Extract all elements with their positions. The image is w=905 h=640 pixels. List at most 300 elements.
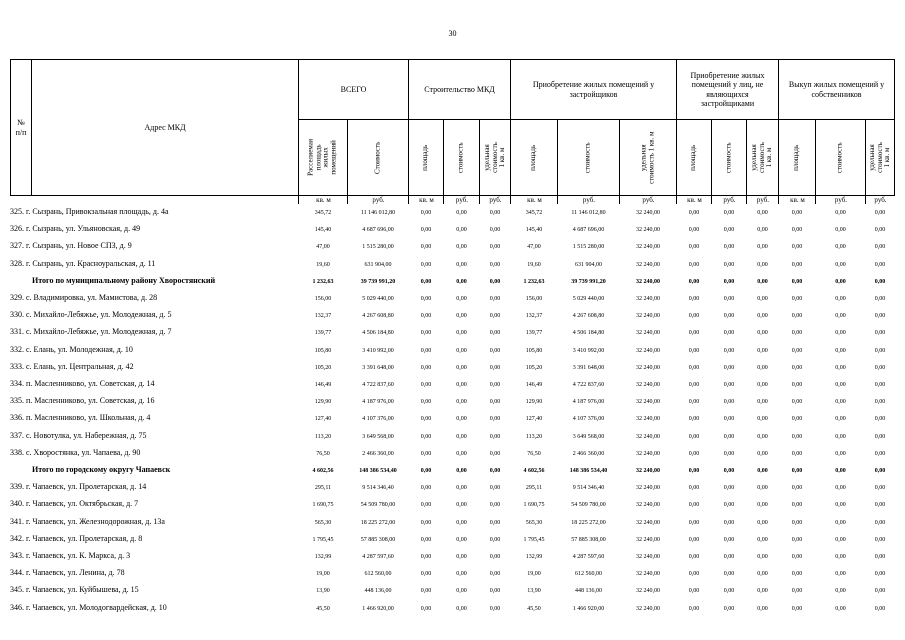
row-value: 0,00 <box>791 244 803 251</box>
row-value: 0,00 <box>835 330 846 337</box>
row-value: 0,00 <box>688 244 700 251</box>
table-row <box>10 602 895 614</box>
row-value: 0,00 <box>489 347 501 354</box>
row-value: 0,00 <box>874 278 886 285</box>
row-address: 329. с. Владимировка, ул. Мамистова, д. 28 <box>10 293 158 302</box>
row-value: 105,20 <box>525 364 543 371</box>
row-value: 0,00 <box>874 536 886 543</box>
row-value: 0,00 <box>835 536 846 543</box>
unit-label: руб. <box>619 196 677 204</box>
table-row <box>10 430 895 442</box>
row-value: 0,00 <box>835 261 846 268</box>
row-value: 0,00 <box>723 519 735 526</box>
row-value: 0,00 <box>688 382 700 388</box>
row-value: 0,00 <box>489 296 501 302</box>
row-value: 345,72 <box>525 210 543 216</box>
unit-label: руб. <box>865 196 895 204</box>
row-address: 339. г. Чапаевск, ул. Пролетарская, д. 14 <box>10 482 147 492</box>
header-group-construction: Строительство МКД <box>408 59 511 120</box>
row-value: 0,00 <box>791 382 803 388</box>
table-row <box>10 516 895 528</box>
row-value: 0,00 <box>835 244 846 251</box>
row-address: 334. п. Масленниково, ул. Советская, д. 14 <box>10 379 155 388</box>
row-value: 0,00 <box>757 554 768 560</box>
row-value: 0,00 <box>874 244 886 251</box>
row-value: 0,00 <box>456 244 467 251</box>
row-value: 4 602,56 <box>523 468 545 474</box>
row-value: 3 391 648,00 <box>362 364 394 371</box>
row-value: 295,11 <box>525 485 543 492</box>
row-value: 4 267 608,80 <box>362 313 394 320</box>
row-value: 0,00 <box>688 296 700 302</box>
row-value: 4 602,56 <box>312 468 334 474</box>
subheader-construction-cost: стоимость <box>443 119 480 196</box>
row-value: 1 690,75 <box>523 502 545 509</box>
row-value: 45,50 <box>316 605 330 612</box>
row-value: 0,00 <box>757 313 768 320</box>
row-value: 0,00 <box>835 382 846 388</box>
table-header <box>10 59 895 204</box>
unit-label: руб. <box>746 196 779 204</box>
row-value: 0,00 <box>456 554 467 560</box>
unit-label: руб. <box>815 196 866 204</box>
row-value: 0,00 <box>688 502 700 509</box>
row-value: 1 795,45 <box>312 536 334 543</box>
row-value: 0,00 <box>723 278 735 285</box>
row-value: 0,00 <box>874 468 886 474</box>
row-value: 32 240,00 <box>636 347 660 354</box>
row-value: 4 722 837,60 <box>572 382 605 388</box>
row-value: 0,00 <box>874 588 886 595</box>
subheader-buyout-unit-cost: удельная стоимость 1 кв. м <box>865 119 895 196</box>
row-value: 0,00 <box>757 382 768 388</box>
row-value: 0,00 <box>835 364 846 371</box>
row-value: 0,00 <box>420 416 432 423</box>
row-value: 18 225 272,00 <box>571 519 606 526</box>
row-value: 0,00 <box>874 605 886 612</box>
row-value: 0,00 <box>723 347 735 354</box>
row-value: 0,00 <box>420 382 432 388</box>
table-row <box>10 533 895 545</box>
row-value: 0,00 <box>420 571 432 578</box>
row-value: 0,00 <box>757 433 768 440</box>
row-value: 156,00 <box>525 296 543 302</box>
row-value: 145,40 <box>314 227 332 234</box>
row-value: 19,00 <box>316 571 330 578</box>
row-address: 336. п. Масленниково, ул. Школьная, д. 4 <box>10 413 151 423</box>
row-value: 32 240,00 <box>636 296 660 302</box>
row-value: 3 649 568,00 <box>362 433 394 440</box>
row-value: 0,00 <box>835 399 846 406</box>
row-value: 0,00 <box>757 502 768 509</box>
row-value: 4 107 376,00 <box>362 416 394 423</box>
row-value: 0,00 <box>420 468 432 474</box>
row-value: 0,00 <box>489 399 501 406</box>
row-value: 19,00 <box>527 571 541 578</box>
row-value: 0,00 <box>456 485 467 492</box>
row-value: 148 386 534,40 <box>359 468 397 474</box>
row-value: 32 240,00 <box>636 554 660 560</box>
row-value: 0,00 <box>835 433 846 440</box>
row-value: 0,00 <box>420 364 432 371</box>
row-value: 0,00 <box>420 519 432 526</box>
row-value: 0,00 <box>489 536 501 543</box>
row-value: 0,00 <box>688 347 700 354</box>
row-value: 0,00 <box>874 210 886 216</box>
row-value: 139,77 <box>314 330 332 337</box>
row-value: 148 386 534,40 <box>569 468 608 474</box>
row-value: 0,00 <box>456 347 467 354</box>
row-value: 0,00 <box>874 571 886 578</box>
row-value: 0,00 <box>489 330 501 337</box>
row-value: 0,00 <box>420 605 432 612</box>
subheader-acqdev-cost: стоимость <box>557 119 620 196</box>
row-value: 0,00 <box>456 382 467 388</box>
row-value: 0,00 <box>757 210 768 216</box>
unit-label: кв. м <box>778 196 816 204</box>
row-value: 0,00 <box>420 433 432 440</box>
row-value: 0,00 <box>688 605 700 612</box>
row-value: 132,37 <box>314 313 332 320</box>
table-row <box>10 550 895 562</box>
row-value: 0,00 <box>456 210 467 216</box>
row-value: 4 287 597,60 <box>362 554 394 560</box>
table-row <box>10 344 895 356</box>
row-value: 0,00 <box>835 485 846 492</box>
row-value: 0,00 <box>791 588 803 595</box>
row-value: 0,00 <box>456 519 467 526</box>
row-value: 0,00 <box>420 347 432 354</box>
row-value: 0,00 <box>757 485 768 492</box>
row-value: 32 240,00 <box>636 382 660 388</box>
row-value: 156,00 <box>314 296 332 302</box>
subheader-acqother-unit-cost: удельная стоимость 1 кв. м <box>746 119 779 196</box>
row-value: 4 506 184,80 <box>572 330 605 337</box>
row-value: 4 187 976,00 <box>362 399 394 406</box>
row-value: 0,00 <box>791 364 803 371</box>
row-value: 0,00 <box>723 210 735 216</box>
row-value: 45,50 <box>527 605 541 612</box>
table-row <box>10 498 895 510</box>
row-value: 32 240,00 <box>636 261 660 268</box>
row-value: 0,00 <box>420 450 432 457</box>
row-value: 39 739 991,20 <box>571 278 606 285</box>
row-value: 0,00 <box>688 261 700 268</box>
row-value: 105,80 <box>525 347 543 354</box>
row-value: 127,40 <box>525 416 543 423</box>
row-address: 341. г. Чапаевск, ул. Железнодорожная, д. 13а <box>10 516 165 526</box>
row-value: 0,00 <box>420 227 432 234</box>
row-value: 0,00 <box>723 502 735 509</box>
row-value: 1 515 280,00 <box>572 244 605 251</box>
row-value: 0,00 <box>688 571 700 578</box>
row-value: 0,00 <box>723 433 735 440</box>
row-value: 0,00 <box>489 210 501 216</box>
row-value: 0,00 <box>688 519 700 526</box>
row-value: 0,00 <box>874 330 886 337</box>
row-value: 2 466 360,00 <box>572 450 605 457</box>
row-value: 145,40 <box>525 227 543 234</box>
row-value: 0,00 <box>420 261 432 268</box>
unit-label: руб. <box>557 196 620 204</box>
row-value: 0,00 <box>835 588 846 595</box>
row-value: 0,00 <box>874 450 886 457</box>
row-value: 0,00 <box>835 502 846 509</box>
row-value: 18 225 272,00 <box>360 519 396 526</box>
row-address: 335. п. Масленниково, ул. Советская, д. 16 <box>10 396 155 406</box>
row-value: 32 240,00 <box>636 450 660 457</box>
row-value: 4 722 837,60 <box>362 382 394 388</box>
row-value: 0,00 <box>791 502 803 509</box>
header-address: Адрес МКД <box>31 59 299 196</box>
row-value: 129,90 <box>314 399 332 406</box>
row-value: 0,00 <box>791 485 803 492</box>
row-value: 0,00 <box>489 313 501 320</box>
row-value: 57 885 308,00 <box>360 536 396 543</box>
row-value: 0,00 <box>835 278 846 285</box>
row-value: 76,50 <box>316 450 330 457</box>
subheader-construction-unit-cost: удельная стоимость 1 кв. м <box>479 119 511 196</box>
row-value: 146,49 <box>525 382 543 388</box>
table-row <box>10 240 895 252</box>
row-value: 132,99 <box>525 554 543 560</box>
row-value: 0,00 <box>874 416 886 423</box>
subtotal-row <box>10 275 895 287</box>
row-value: 1 690,75 <box>312 502 334 509</box>
row-value: 32 240,00 <box>636 210 660 216</box>
row-value: 0,00 <box>489 261 501 268</box>
row-address: 333. с. Елань, ул. Центральная, д. 42 <box>10 361 134 371</box>
row-value: 0,00 <box>489 605 501 612</box>
row-value: 0,00 <box>874 347 886 354</box>
row-value: 0,00 <box>757 450 768 457</box>
row-value: 0,00 <box>456 502 467 509</box>
unit-label: руб. <box>479 196 511 204</box>
row-value: 0,00 <box>757 571 768 578</box>
row-value: 0,00 <box>874 485 886 492</box>
row-value: 0,00 <box>420 296 432 302</box>
row-address: 344. г. Чапаевск, ул. Ленина, д. 78 <box>10 568 125 578</box>
row-value: 0,00 <box>791 416 803 423</box>
subheader-buyout-area: площадь <box>778 119 816 196</box>
row-value: 0,00 <box>874 399 886 406</box>
row-address: Итого по городскому округу Чапаевск <box>32 465 171 474</box>
row-value: 0,00 <box>456 571 467 578</box>
row-value: 0,00 <box>688 210 700 216</box>
table-row <box>10 223 895 235</box>
row-value: 3 410 992,00 <box>362 347 394 354</box>
row-value: 0,00 <box>835 347 846 354</box>
row-value: 0,00 <box>791 433 803 440</box>
row-value: 0,00 <box>420 244 432 251</box>
row-value: 1 795,45 <box>523 536 545 543</box>
row-value: 0,00 <box>874 364 886 371</box>
row-value: 0,00 <box>874 433 886 440</box>
row-value: 47,00 <box>316 244 330 251</box>
table-row <box>10 412 895 424</box>
row-value: 32 240,00 <box>636 278 660 285</box>
row-value: 0,00 <box>835 227 846 234</box>
row-value: 0,00 <box>420 588 432 595</box>
row-value: 0,00 <box>791 519 803 526</box>
subtotal-row <box>10 464 895 476</box>
row-value: 4 287 597,60 <box>572 554 605 560</box>
row-value: 105,20 <box>314 364 332 371</box>
row-value: 0,00 <box>420 502 432 509</box>
row-value: 0,00 <box>835 416 846 423</box>
row-value: 0,00 <box>723 382 735 388</box>
row-value: 631 904,00 <box>575 261 602 268</box>
row-value: 39 739 991,20 <box>360 278 396 285</box>
row-value: 76,50 <box>527 450 541 457</box>
row-value: 0,00 <box>723 554 735 560</box>
row-value: 113,20 <box>314 433 332 440</box>
row-value: 0,00 <box>456 364 467 371</box>
row-value: 32 240,00 <box>636 227 660 234</box>
row-value: 32 240,00 <box>636 399 660 406</box>
row-value: 0,00 <box>489 519 501 526</box>
row-value: 0,00 <box>420 330 432 337</box>
row-value: 0,00 <box>791 571 803 578</box>
row-value: 127,40 <box>314 416 332 423</box>
row-value: 0,00 <box>757 347 768 354</box>
row-value: 0,00 <box>835 313 846 320</box>
row-value: 0,00 <box>874 296 886 302</box>
row-value: 0,00 <box>456 536 467 543</box>
row-value: 0,00 <box>489 554 501 560</box>
row-value: 0,00 <box>489 278 501 285</box>
row-value: 0,00 <box>723 296 735 302</box>
table-row <box>10 481 895 493</box>
table-row <box>10 447 895 459</box>
row-value: 1 232,63 <box>523 278 545 285</box>
row-value: 0,00 <box>489 416 501 423</box>
row-value: 0,00 <box>688 313 700 320</box>
row-value: 0,00 <box>757 605 768 612</box>
row-value: 32 240,00 <box>636 536 660 543</box>
row-value: 0,00 <box>723 450 735 457</box>
row-value: 0,00 <box>456 450 467 457</box>
row-value: 4 107 376,00 <box>572 416 605 423</box>
row-value: 0,00 <box>489 227 501 234</box>
row-value: 0,00 <box>757 588 768 595</box>
row-address: 346. г. Чапаевск, ул. Молодогвардейская, д. 10 <box>10 602 167 612</box>
row-value: 32 240,00 <box>636 588 660 595</box>
header-group-acq-dev: Приобретение жилых помещений у застройщиков <box>510 59 677 120</box>
row-value: 0,00 <box>688 485 700 492</box>
row-value: 0,00 <box>489 571 501 578</box>
row-value: 0,00 <box>791 468 803 474</box>
row-value: 0,00 <box>420 399 432 406</box>
row-value: 0,00 <box>688 227 700 234</box>
row-value: 32 240,00 <box>636 485 660 492</box>
row-value: 0,00 <box>791 227 803 234</box>
row-value: 0,00 <box>723 416 735 423</box>
row-value: 0,00 <box>489 364 501 371</box>
row-value: 0,00 <box>420 485 432 492</box>
row-value: 0,00 <box>688 588 700 595</box>
row-value: 0,00 <box>791 554 803 560</box>
table-row <box>10 584 895 596</box>
row-value: 0,00 <box>489 244 501 251</box>
row-value: 0,00 <box>757 468 768 474</box>
row-value: 54 509 780,00 <box>360 502 396 509</box>
row-value: 132,99 <box>314 554 332 560</box>
row-value: 32 240,00 <box>636 330 660 337</box>
row-value: 448 136,00 <box>575 588 602 595</box>
row-value: 0,00 <box>489 468 501 474</box>
row-value: 13,90 <box>527 588 541 595</box>
row-value: 57 885 308,00 <box>571 536 606 543</box>
row-value: 448 136,00 <box>364 588 392 595</box>
row-value: 132,37 <box>525 313 543 320</box>
subheader-cost: Стоимость <box>347 119 409 196</box>
row-value: 612 560,00 <box>364 571 392 578</box>
row-address: 338. с. Хворостянка, ул. Чапаева, д. 90 <box>10 447 141 457</box>
subheader-acqother-area: площадь <box>676 119 712 196</box>
row-value: 32 240,00 <box>636 364 660 371</box>
header-group-acq-other: Приобретение жилых помещений у лиц, не являющихся застройщиками <box>676 59 779 120</box>
row-value: 0,00 <box>723 588 735 595</box>
header-group-buyout: Выкуп жилых помещений у собственников <box>778 59 895 120</box>
unit-label: руб. <box>443 196 480 204</box>
table-row <box>10 395 895 407</box>
row-value: 3 649 568,00 <box>572 433 605 440</box>
subheader-construction-area: площадь <box>408 119 444 196</box>
row-value: 0,00 <box>874 227 886 234</box>
row-value: 4 687 696,00 <box>572 227 605 234</box>
row-value: 0,00 <box>874 502 886 509</box>
row-value: 0,00 <box>791 296 803 302</box>
row-value: 54 509 780,00 <box>571 502 606 509</box>
row-value: 0,00 <box>791 450 803 457</box>
row-value: 0,00 <box>489 588 501 595</box>
row-value: 0,00 <box>456 588 467 595</box>
table-row <box>10 292 895 304</box>
row-value: 0,00 <box>723 399 735 406</box>
row-address: 328. г. Сызрань, ул. Красноуральская, д. 11 <box>10 258 156 268</box>
row-value: 146,49 <box>314 382 332 388</box>
row-value: 4 687 696,00 <box>362 227 394 234</box>
row-value: 0,00 <box>456 433 467 440</box>
row-value: 0,00 <box>420 210 432 216</box>
row-value: 0,00 <box>757 536 768 543</box>
row-address: 342. г. Чапаевск, ул. Пролетарская, д. 8 <box>10 533 143 543</box>
row-value: 345,72 <box>314 210 332 216</box>
row-value: 13,90 <box>316 588 330 595</box>
row-value: 0,00 <box>791 399 803 406</box>
unit-label: кв. м <box>510 196 558 204</box>
row-value: 0,00 <box>835 519 846 526</box>
row-value: 0,00 <box>874 261 886 268</box>
table-row <box>10 567 895 579</box>
header-num: № п/п <box>10 59 32 196</box>
row-value: 4 267 608,80 <box>572 313 605 320</box>
row-value: 0,00 <box>835 605 846 612</box>
row-value: 0,00 <box>456 227 467 234</box>
subheader-relocated-area: Расселяемая площадь жилых помещений <box>298 119 348 196</box>
table-row <box>10 309 895 321</box>
row-value: 5 029 440,00 <box>572 296 605 302</box>
row-value: 0,00 <box>791 278 803 285</box>
row-value: 0,00 <box>688 450 700 457</box>
subheader-acqother-cost: стоимость <box>711 119 747 196</box>
row-value: 0,00 <box>791 261 803 268</box>
row-value: 0,00 <box>757 244 768 251</box>
row-value: 0,00 <box>688 416 700 423</box>
table-row <box>10 206 895 218</box>
row-value: 0,00 <box>420 313 432 320</box>
